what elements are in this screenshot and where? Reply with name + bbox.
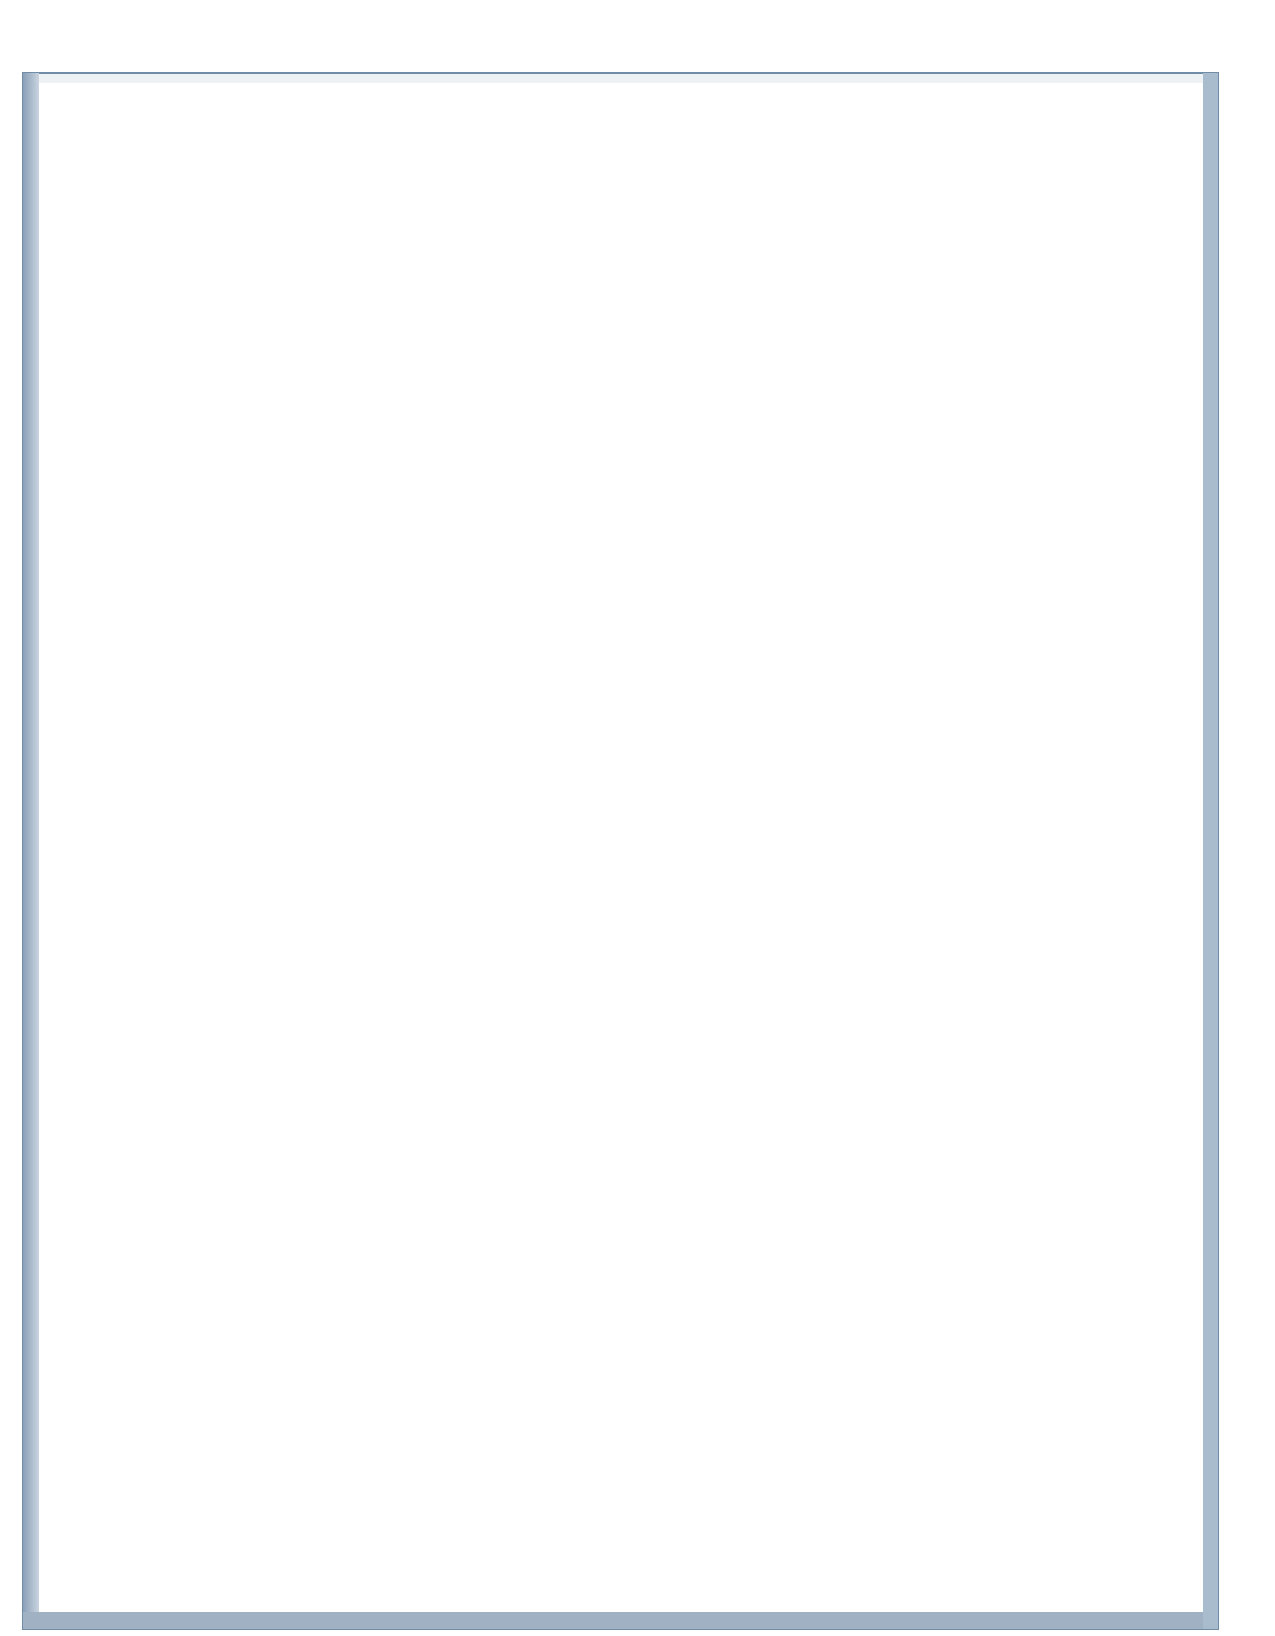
page-frame bbox=[23, 73, 1218, 1629]
